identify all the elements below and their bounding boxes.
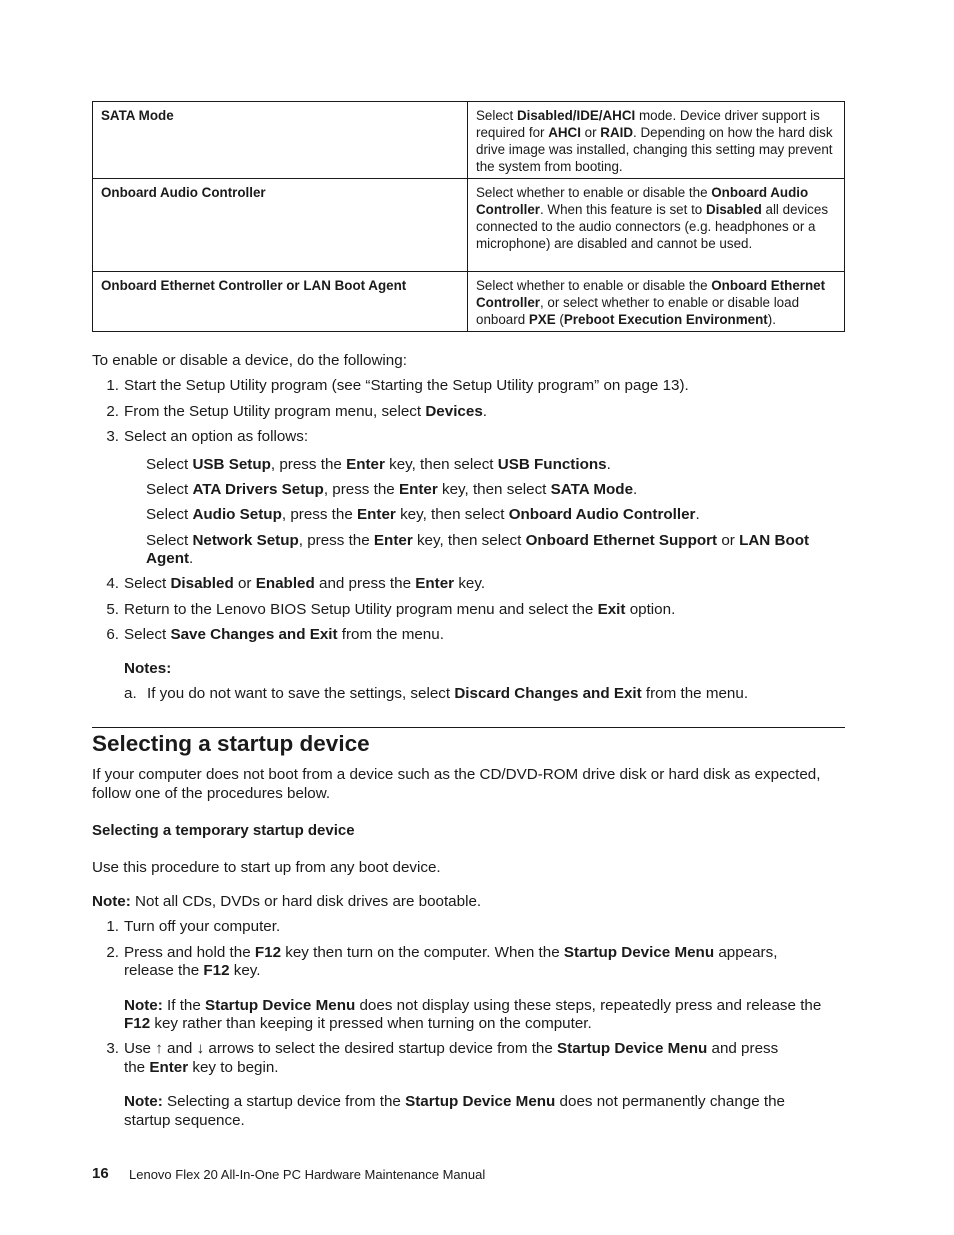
section-divider xyxy=(92,727,845,728)
setting-name: Onboard Ethernet Controller or LAN Boot Agent xyxy=(93,272,468,332)
emphasis-text: Audio Setup xyxy=(192,506,282,523)
emphasis-text: Save Changes and Exit xyxy=(170,626,338,643)
setting-name: SATA Mode xyxy=(93,102,468,179)
step-text xyxy=(124,1040,778,1059)
emphasis-text: Enter xyxy=(415,575,455,592)
text-run: ). xyxy=(767,312,776,327)
step-number: 1. xyxy=(106,918,119,935)
text-run: If you do not want to save the settings, select xyxy=(147,685,455,702)
emphasis-text: Enter xyxy=(398,481,438,498)
step-text xyxy=(124,962,261,981)
text-run: key then turn on the computer. When the xyxy=(281,944,564,961)
text-run: Press and hold the xyxy=(124,944,255,961)
text-run: does not permanently change the xyxy=(555,1093,785,1110)
setting-description xyxy=(468,179,845,272)
text-run: ( xyxy=(555,312,564,327)
text-run: all devices connected to the audio connectors (e.g. headphones or a microphone) are disabled and cannot be used. xyxy=(476,202,829,251)
emphasis-text: Enter xyxy=(346,456,385,473)
text-run: mode. Device driver support is required for xyxy=(476,108,820,140)
step-text xyxy=(124,428,308,447)
step-number: 6. xyxy=(106,626,119,643)
step-number: 3. xyxy=(106,428,119,445)
text-run: From the Setup Utility program menu, select xyxy=(124,403,426,420)
text-run: or xyxy=(233,575,256,592)
table-row xyxy=(93,102,845,179)
step-text xyxy=(124,601,675,620)
text-run: Return to the Lenovo BIOS Setup Utility program menu and select the xyxy=(124,601,598,618)
note-text xyxy=(147,685,748,704)
emphasis-text: Note: xyxy=(124,1093,163,1110)
bootable-note xyxy=(92,893,481,912)
text-run: appears, xyxy=(714,944,778,961)
footer-title: Lenovo Flex 20 All-In-One PC Hardware Maintenance Manual xyxy=(129,1167,486,1182)
emphasis-text: Onboard Ethernet Controller xyxy=(476,278,826,310)
text-run: Select xyxy=(146,532,193,549)
step-text xyxy=(124,1059,279,1078)
step-note xyxy=(124,1093,785,1112)
text-run: startup sequence. xyxy=(124,1112,245,1129)
text-run: option. xyxy=(625,601,676,618)
text-run: and press the xyxy=(314,575,416,592)
emphasis-text: Startup Device Menu xyxy=(557,1040,708,1057)
step-text xyxy=(124,575,485,594)
text-run: Select xyxy=(146,456,193,473)
section-heading: Selecting a startup device xyxy=(92,731,370,756)
step-note xyxy=(124,997,821,1016)
option-line xyxy=(146,506,700,525)
step-text xyxy=(124,918,280,937)
text-run: key, then select xyxy=(395,506,509,523)
text-run: Select whether to enable or disable the xyxy=(476,185,712,200)
text-run: key. xyxy=(454,575,486,592)
setting-name: Onboard Audio Controller xyxy=(93,179,468,272)
text-run: from the menu. xyxy=(337,626,444,643)
text-run: does not display using these steps, repeatedly press and release the xyxy=(355,997,822,1014)
step-text xyxy=(124,626,444,645)
emphasis-text: Discard Changes and Exit xyxy=(454,685,642,702)
setting-description xyxy=(468,272,845,332)
emphasis-text: PXE xyxy=(528,312,556,327)
text-run: . xyxy=(189,550,194,567)
text-run: key to begin. xyxy=(188,1059,279,1076)
text-run: Selecting a startup device from the xyxy=(162,1093,406,1110)
text-run: key rather than keeping it pressed when turning on the computer. xyxy=(150,1015,592,1032)
emphasis-text: USB Setup xyxy=(192,456,271,473)
emphasis-text: Agent xyxy=(146,550,190,567)
text-run: . Depending on how the hard disk drive image was installed, changing this setting may prevent the system from booting. xyxy=(476,125,833,174)
emphasis-text: Preboot Execution Environment xyxy=(563,312,768,327)
text-run: release the xyxy=(124,962,204,979)
step-text xyxy=(124,377,689,396)
emphasis-text: Network Setup xyxy=(192,532,299,549)
page-number: 16 xyxy=(92,1165,109,1182)
text-run: key. xyxy=(229,962,261,979)
text-run: If the xyxy=(162,997,206,1014)
text-run: . When this feature is set to xyxy=(539,202,706,217)
step-number: 5. xyxy=(106,601,119,618)
emphasis-text: Onboard Audio Controller xyxy=(508,506,696,523)
step-number: 4. xyxy=(106,575,119,592)
text-run: Select xyxy=(124,626,171,643)
step-text xyxy=(124,403,487,422)
text-run: , press the xyxy=(281,506,358,523)
settings-table xyxy=(92,101,845,332)
text-run: . xyxy=(633,481,638,498)
emphasis-text: RAID xyxy=(600,125,634,140)
emphasis-text: ATA Drivers Setup xyxy=(192,481,324,498)
section-intro-line: follow one of the procedures below. xyxy=(92,785,331,802)
emphasis-text: Onboard Ethernet Support xyxy=(525,532,718,549)
text-run: Select xyxy=(476,108,517,123)
text-run: Select whether to enable or disable the xyxy=(476,278,712,293)
text-run: the xyxy=(124,1059,150,1076)
text-run: , press the xyxy=(323,481,399,498)
emphasis-text: Enter xyxy=(357,506,396,523)
emphasis-text: LAN Boot xyxy=(739,532,810,549)
text-run: Select xyxy=(146,506,193,523)
setting-description xyxy=(468,102,845,179)
emphasis-text: USB Functions xyxy=(497,456,607,473)
emphasis-text: Enabled xyxy=(255,575,315,592)
text-run: Not all CDs, DVDs or hard disk drives are bootable. xyxy=(130,893,482,910)
emphasis-text: Disabled xyxy=(170,575,234,592)
option-line xyxy=(146,456,611,475)
emphasis-text: F12 xyxy=(124,1015,151,1032)
text-run: from the menu. xyxy=(641,685,749,702)
emphasis-text: Startup Device Menu xyxy=(205,997,356,1014)
notes-label: Notes: xyxy=(124,660,172,677)
emphasis-text: Disabled xyxy=(705,202,762,217)
note-letter: a. xyxy=(124,685,137,702)
emphasis-text: Onboard Audio Controller xyxy=(476,185,809,217)
step-text xyxy=(124,944,777,963)
emphasis-text: SATA Mode xyxy=(550,481,634,498)
text-run: Turn off your computer. xyxy=(124,918,281,935)
text-run: Start the Setup Utility program (see “Starting the Setup Utility program” on page 13). xyxy=(124,377,689,394)
text-run: . xyxy=(695,506,700,523)
step-note xyxy=(124,1015,592,1034)
emphasis-text: Startup Device Menu xyxy=(405,1093,556,1110)
text-run: , press the xyxy=(298,532,374,549)
text-run: Select xyxy=(146,481,193,498)
emphasis-text: Note: xyxy=(124,997,163,1014)
text-run: , press the xyxy=(270,456,347,473)
step-number: 1. xyxy=(106,377,119,394)
procedure-paragraph: Use this procedure to start up from any boot device. xyxy=(92,859,441,876)
emphasis-text: Devices xyxy=(425,403,483,420)
emphasis-text: Disabled/IDE/AHCI xyxy=(516,108,636,123)
text-run: Select an option as follows: xyxy=(124,428,309,445)
text-run: Use ↑ and ↓ arrows to select the desired startup device from the xyxy=(124,1040,558,1057)
option-line xyxy=(146,532,809,551)
emphasis-text: Startup Device Menu xyxy=(563,944,715,961)
emphasis-text: Enter xyxy=(373,532,413,549)
step-number: 2. xyxy=(106,944,119,961)
procedure-intro: To enable or disable a device, do the following: xyxy=(92,352,407,369)
text-run: Select xyxy=(124,575,171,592)
table-row xyxy=(93,272,845,332)
option-line xyxy=(146,550,193,569)
text-run: . xyxy=(606,456,611,473)
subsection-heading: Selecting a temporary startup device xyxy=(92,822,355,839)
text-run: or xyxy=(580,125,601,140)
step-note xyxy=(124,1112,245,1131)
step-number: 3. xyxy=(106,1040,119,1057)
option-line xyxy=(146,481,637,500)
emphasis-text: Exit xyxy=(597,601,626,618)
emphasis-text: AHCI xyxy=(548,125,581,140)
section-intro-line: If your computer does not boot from a device such as the CD/DVD-ROM drive disk or hard disk as expected, xyxy=(92,766,821,783)
text-run: key, then select xyxy=(412,532,526,549)
step-number: 2. xyxy=(106,403,119,420)
text-run: key, then select xyxy=(437,481,551,498)
text-run: key, then select xyxy=(384,456,498,473)
emphasis-text: F12 xyxy=(254,944,282,961)
text-run: and press xyxy=(707,1040,779,1057)
emphasis-text: F12 xyxy=(203,962,230,979)
text-run: or xyxy=(717,532,740,549)
text-run: , or select whether to enable or disable load onboard xyxy=(476,295,800,327)
text-run: . xyxy=(482,403,487,420)
emphasis-text: Note: xyxy=(92,893,131,910)
table-row xyxy=(93,179,845,272)
emphasis-text: Enter xyxy=(149,1059,189,1076)
